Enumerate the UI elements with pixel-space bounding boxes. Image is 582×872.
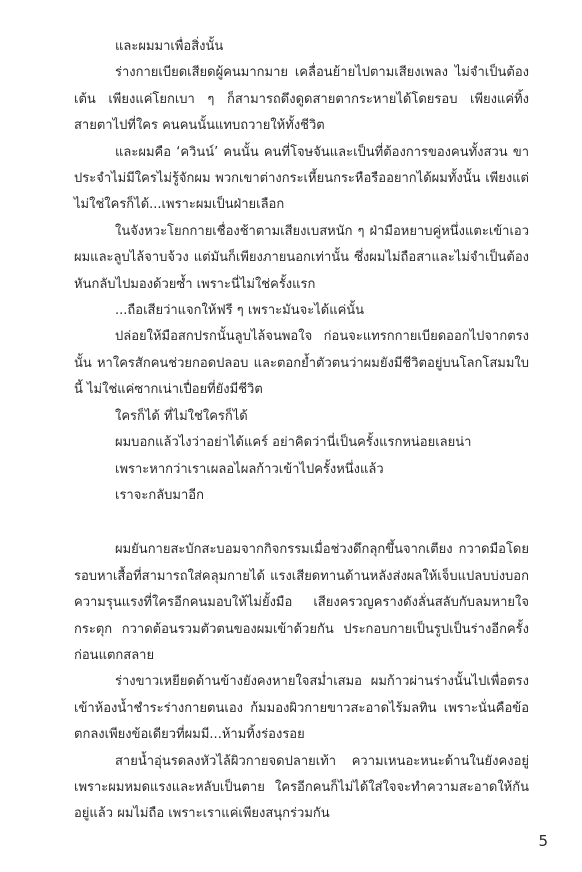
paragraph: ผมยันกายสะบักสะบอมจากกิจกรรมเมื่อช่วงดึกลุกขึ้นจากเตียง กวาดมือโดยรอบหาเสื้อที่สามารถใส่คลุมกายได้ แรงเสียดทานด้านหลังส่งผลให้เจ็บแปลบบ่งบอกความรุนแรงที่ใครอีกคนมอบให้ไม่ยั้งมือ เสียงครวญครางดังลั่นสลับกับลมหายใจกระตุก กวาดต้อนรวมตัวตนของผมเข้าด้วยกัน ประกอบกายเป็นรูปเป็นร่างอีกครั้ง ก่อนแตกสลาย: [74, 542, 529, 663]
paragraph: เราจะกลับมาอีก: [115, 487, 204, 503]
paragraph: ปล่อยให้มือสกปรกนั้นลูบไล้จนพอใจ ก่อนจะแทรกกายเบียดออกไปจากตรงนั้น หาใครสักคนช่วยกอดปลอบ และตอกย้ำตัวตนว่าผมยังมีชีวิตอยู่บนโลกโสมมใบนี้ ไม่ใช่แค่ซากเน่าเปื่อยที่ยังมีชีวิต: [74, 329, 529, 398]
paragraph: เพราะหากว่าเราเผลอไผลก้าวเข้าไปครั้งหนึ่งแล้ว: [115, 461, 384, 477]
paragraph: ใครก็ได้ ที่ไม่ใช่ใครก็ได้: [115, 408, 248, 424]
paragraph: สายน้ำอุ่นรดลงหัวไล้ผิวกายจดปลายเท้า ความเหนอะหนะด้านในยังคงอยู่เพราะผมหมดแรงและหลับเป็นตาย ใครอีกคนก็ไม่ได้ใส่ใจจะทำความสะอาดให้กันอยู่แล้ว ผมไม่ถือ เพราะเราแค่เพียงสนุกร่วมกัน: [74, 753, 529, 822]
paragraph: ผมบอกแล้วไงว่าอย่าได้แคร์ อย่าคิดว่านี่เป็นครั้งแรกหน่อยเลยน่า: [115, 435, 472, 451]
paragraph: ในจังหวะโยกกายเชื่องช้าตามเสียงเบสหนัก ๆ ฝ่ามือหยาบคู่หนึ่งแตะเข้าเอวผมและลูบไล้จาบจ้วง แต่มันก็เพียงภายนอกเท่านั้น ซึ่งผมไม่ถือสาและไม่จำเป็นต้องหันกลับไปมองด้วยซ้ำ เพราะนี่ไม่ใช่ครั้งแรก: [74, 223, 529, 292]
page-body-text: [74, 34, 529, 828]
paragraph: ร่างกายเบียดเสียดผู้คนมากมาย เคลื่อนย้ายไปตามเสียงเพลง ไม่จำเป็นต้องเต้น เพียงแค่โยกเบา ๆ ก็สามารถดึงดูดสายตากระหายได้โดยรอบ เพียงแค่ทิ้งสายตาไปที่ใคร คนคนนั้นแทบถวายให้ทั้งชีวิต: [74, 65, 529, 134]
paragraph: ร่างขาวเหยียดด้านข้างยังคงหายใจสม่ำเสมอ ผมก้าวผ่านร่างนั้นไปเพื่อตรงเข้าห้องน้ำชำระร่างกายตนเอง ก้มมองผิวกายขาวสะอาดไร้มลทิน เพราะนั่นคือข้อตกลงเพียงข้อเดียวที่ผมมี...ห้ามทิ้งร่องรอย: [74, 674, 529, 743]
paragraph: และผมคือ ‘ควินน์’ คนนั้น คนที่โจษจันและเป็นที่ต้องการของคนทั้งสวน ขาประจำไม่มีใครไม่รู้จักผม พวกเขาต่างกระเหี้ยนกระหือรืออยากได้ผมทั้งนั้น เพียงแต่ไม่ใช่ใครก็ได้...เพราะผมเป็นฝ่ายเลือก: [74, 144, 529, 213]
section-break: [74, 509, 529, 537]
paragraph: ...ถือเสียว่าแจกให้ฟรี ๆ เพราะมันจะได้แค่นั้น: [115, 303, 365, 319]
paragraph: และผมมาเพื่อสิ่งนั้น: [115, 39, 224, 54]
page-number: 5: [538, 832, 548, 850]
